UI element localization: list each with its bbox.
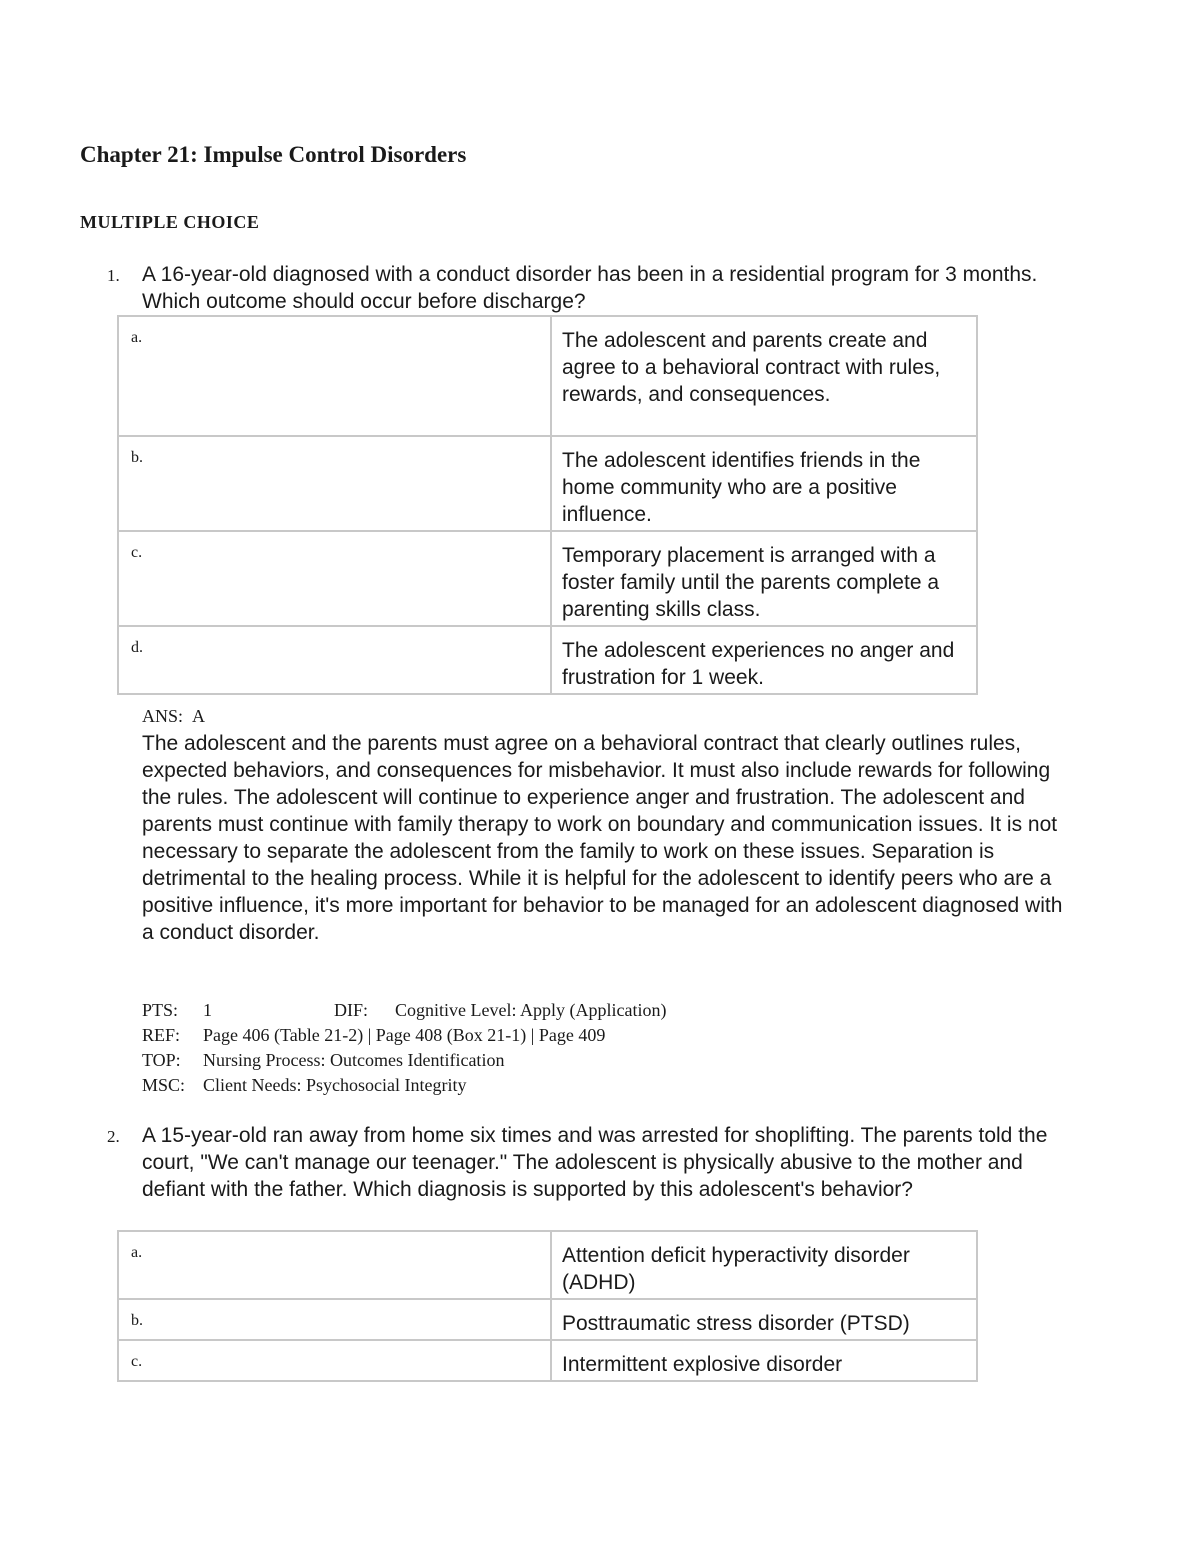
choice-letter: c.	[118, 531, 551, 626]
top-value: Nursing Process: Outcomes Identification	[203, 1050, 505, 1070]
chapter-title: Chapter 21: Impulse Control Disorders	[80, 142, 467, 167]
dif-value: Cognitive Level: Apply (Application)	[395, 1000, 667, 1020]
choice-text: The adolescent and parents create and agree to a behavioral contract with rules, rewards, and consequences.	[551, 316, 977, 436]
rationale: The adolescent and the parents must agree on a behavioral contract that clearly outlines rules, expected behaviors, and consequences for misbehavior. It must also include rewards for following the rules. The adolescent will continue to experience anger and frustration. The adolescent and parents must continue with family therapy to work on boundary and communication issues. It is not necessary to separate the adolescent from the family to work on these issues. Separation is detrimental to the healing process. While it is helpful for the adolescent to identify peers who are a positive influence, it's more important for behavior to be managed for an adolescent diagnosed with a conduct disorder.	[142, 732, 1063, 944]
choice-row[interactable]	[118, 531, 977, 626]
choice-letter: d.	[118, 626, 551, 694]
choice-text: Temporary placement is arranged with a foster family until the parents complete a parenting skills class.	[551, 531, 977, 626]
choice-row[interactable]	[118, 1231, 977, 1299]
answer-label: ANS:	[142, 706, 184, 726]
question-number: 1.	[107, 266, 120, 285]
choice-row[interactable]	[118, 1340, 977, 1381]
question-number: 2.	[107, 1127, 120, 1146]
section-heading: MULTIPLE CHOICE	[80, 212, 260, 232]
pts-label: PTS:	[142, 1000, 179, 1020]
ref-value: Page 406 (Table 21-2) | Page 408 (Box 21-1) | Page 409	[203, 1025, 606, 1045]
choice-letter: c.	[118, 1340, 551, 1381]
answer-line	[142, 706, 205, 727]
choice-letter: a.	[118, 316, 551, 436]
choice-text: The adolescent experiences no anger and frustration for 1 week.	[551, 626, 977, 694]
pts-value: 1	[203, 1000, 212, 1020]
choice-text: The adolescent identifies friends in the home community who are a positive influence.	[551, 436, 977, 531]
choice-row[interactable]	[118, 626, 977, 694]
answer-value: A	[192, 706, 206, 726]
choice-text: Intermittent explosive disorder	[551, 1340, 977, 1381]
msc-label: MSC:	[142, 1075, 186, 1095]
choices-table	[117, 1230, 978, 1382]
choice-letter: a.	[118, 1231, 551, 1299]
msc-value: Client Needs: Psychosocial Integrity	[203, 1075, 467, 1095]
choice-text: Posttraumatic stress disorder (PTSD)	[551, 1299, 977, 1340]
choice-letter: b.	[118, 1299, 551, 1340]
choice-row[interactable]	[118, 436, 977, 531]
question-stem: A 16-year-old diagnosed with a conduct disorder has been in a residential program for 3 months. Which outcome should occur before discharge?	[142, 263, 1038, 313]
dif-label: DIF:	[334, 1000, 369, 1020]
choice-text: Attention deficit hyperactivity disorder (ADHD)	[551, 1231, 977, 1299]
ref-label: REF:	[142, 1025, 181, 1045]
top-label: TOP:	[142, 1050, 181, 1070]
question-stem: A 15-year-old ran away from home six times and was arrested for shoplifting. The parents told the court, "We can't manage our teenager." The adolescent is physically abusive to the mother and defiant with the father. Which diagnosis is supported by this adolescent's behavior?	[142, 1124, 1048, 1201]
choice-row[interactable]	[118, 1299, 977, 1340]
choices-table	[117, 315, 978, 695]
choice-letter: b.	[118, 436, 551, 531]
choice-row[interactable]	[118, 316, 977, 436]
